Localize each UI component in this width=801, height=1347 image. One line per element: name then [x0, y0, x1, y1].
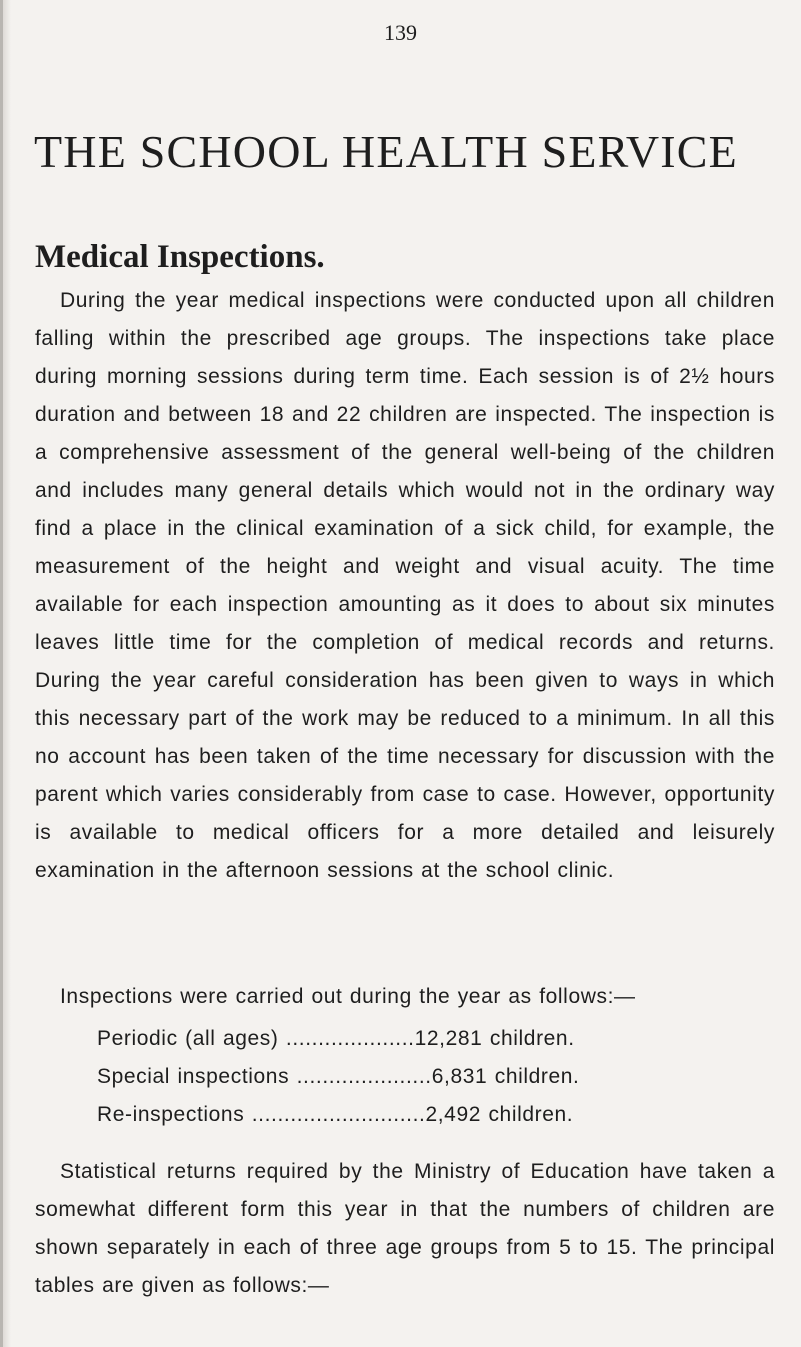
paragraph-statistical-returns: Statistical returns required by the Ministry of Education have taken a somewhat different form this year in that the numbers of children are shown separately in each of three age groups from 5 to 15. The principal tables are given as follows:—	[35, 1160, 775, 1297]
list-item	[97, 1058, 580, 1096]
dot-leader: ...........................	[251, 1103, 426, 1126]
page-title: THE SCHOOL HEALTH SERVICE	[34, 126, 738, 177]
binding-shadow	[3, 0, 11, 1347]
dot-leader: ....................	[285, 1027, 415, 1050]
inspection-label: Special inspections	[97, 1065, 297, 1088]
inspection-count: 12,281 children.	[414, 1027, 575, 1050]
page-number: 139	[384, 20, 417, 45]
inspections-intro: Inspections were carried out during the year as follows:—	[60, 985, 636, 1008]
inspection-label: Re-inspections	[97, 1103, 252, 1126]
section-heading: Medical Inspections.	[35, 239, 325, 275]
inspection-label: Periodic (all ages)	[97, 1027, 286, 1050]
paragraph-medical-inspections: During the year medical inspections were conducted upon all children falling within the prescribed age groups. The inspections take place during morning sessions during term time. Each session is of 2½ hours duration and between 18 and 22 children are inspected. The inspection is a comprehensive assessment of the general well-being of the children and includes many general details which would not in the ordinary way find a place in the clinical examination of a sick child, for example, the measurement of the height and weight and visual acuity. The time available for each inspection amounting as it does to about six minutes leaves little time for the completion of medical records and returns. During the year careful consideration has been given to ways in which this necessary part of the work may be reduced to a minimum. In all this no account has been taken of the time necessary for discussion with the parent which varies considerably from case to case. However, opportunity is available to medical officers for a more detailed and leisurely examination in the afternoon sessions at the school clinic.	[35, 289, 775, 882]
list-item	[97, 1020, 580, 1058]
dot-leader: .....................	[296, 1065, 432, 1088]
list-item	[97, 1096, 580, 1134]
inspections-list	[97, 1020, 580, 1134]
inspection-count: 2,492 children.	[425, 1103, 574, 1126]
inspection-count: 6,831 children.	[431, 1065, 580, 1088]
